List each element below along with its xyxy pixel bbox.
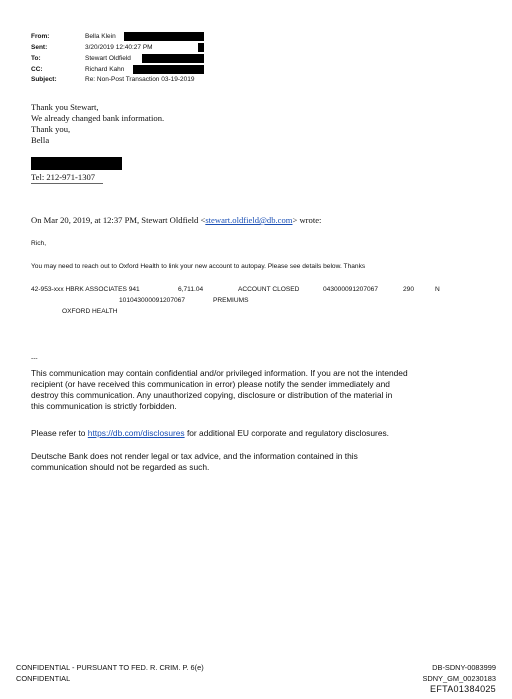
- redaction-bar: [142, 54, 204, 63]
- sender-email-link[interactable]: stewart.oldfield@db.com: [205, 215, 293, 225]
- txn-premiums: PREMIUMS: [213, 297, 249, 304]
- footer-confidential-rule: CONFIDENTIAL - PURSUANT TO FED. R. CRIM. P. 6(e): [16, 663, 204, 672]
- subject-label: Subject:: [31, 76, 57, 83]
- disclosures-line: Please refer to https://db.com/disclosures for additional EU corporate and regulatory disclosures.: [31, 428, 389, 438]
- cc-label: CC:: [31, 66, 43, 73]
- redaction-bar: [198, 43, 204, 52]
- sent-value: 3/20/2019 12:40:27 PM: [85, 44, 153, 51]
- txn-ref2: 101043000091207067: [119, 297, 186, 304]
- reply-line: Thank you,: [31, 124, 71, 134]
- footer-efta: EFTA01384025: [430, 684, 496, 694]
- subject-value: Re: Non-Post Transaction 03-19-2019: [85, 76, 195, 83]
- from-label: From:: [31, 33, 50, 40]
- disclaimer-line: recipient (or have received this communication in error) please notify the sender immediately and: [31, 379, 390, 389]
- reply-line: We already changed bank information.: [31, 113, 165, 123]
- quoted-greeting: Rich,: [31, 240, 47, 247]
- disclosures-link[interactable]: https://db.com/disclosures: [87, 428, 185, 438]
- to-label: To:: [31, 55, 41, 62]
- footer-bates-2: SDNY_GM_00230183: [422, 674, 496, 683]
- signature-divider: [31, 183, 103, 184]
- from-value: Bella Klein: [85, 33, 116, 40]
- disclaimer-line: Deutsche Bank does not render legal or tax advice, and the information contained in this: [31, 451, 358, 461]
- txn-account: 42-953-xxx HBRK ASSOCIATES 941: [31, 286, 140, 293]
- redaction-bar: [133, 65, 204, 74]
- disclaimer-line: this communication is strictly forbidden.: [31, 401, 177, 411]
- txn-status: ACCOUNT CLOSED: [238, 286, 300, 293]
- disclaimer-line: This communication may contain confidential and/or privileged information. If you are not the intended: [31, 368, 408, 378]
- footer-confidential: CONFIDENTIAL: [16, 674, 71, 683]
- txn-ref: 043000091207067: [323, 286, 379, 293]
- reply-line: Thank you Stewart,: [31, 102, 99, 112]
- telephone: Tel: 212-971-1307: [31, 172, 96, 182]
- quoted-body: You may need to reach out to Oxford Health to link your new account to autopay. Please see details below. Thanks: [31, 263, 366, 270]
- reply-line: Bella: [31, 135, 50, 145]
- quoted-intro: On Mar 20, 2019, at 12:37 PM, Stewart Oldfield <stewart.oldfield@db.com> wrote:: [31, 215, 322, 225]
- disclaimer-line: destroy this communication. Any unauthorized copying, disclosure or distribution of the material in: [31, 390, 393, 400]
- redaction-bar: [31, 157, 122, 170]
- disclaimer-line: communication should not be regarded as such.: [31, 462, 210, 472]
- txn-code: 290: [403, 286, 415, 293]
- redaction-bar: [124, 32, 204, 41]
- to-value: Stewart Oldfield: [85, 55, 131, 62]
- cc-value: Richard Kahn: [85, 66, 125, 73]
- txn-flag: N: [435, 286, 440, 293]
- txn-payee: OXFORD HEALTH: [62, 308, 118, 315]
- txn-amount: 6,711.04: [178, 286, 204, 293]
- footer-bates-1: DB-SDNY-0083999: [432, 663, 496, 672]
- sent-label: Sent:: [31, 44, 48, 51]
- disclaimer-separator: ---: [31, 355, 38, 362]
